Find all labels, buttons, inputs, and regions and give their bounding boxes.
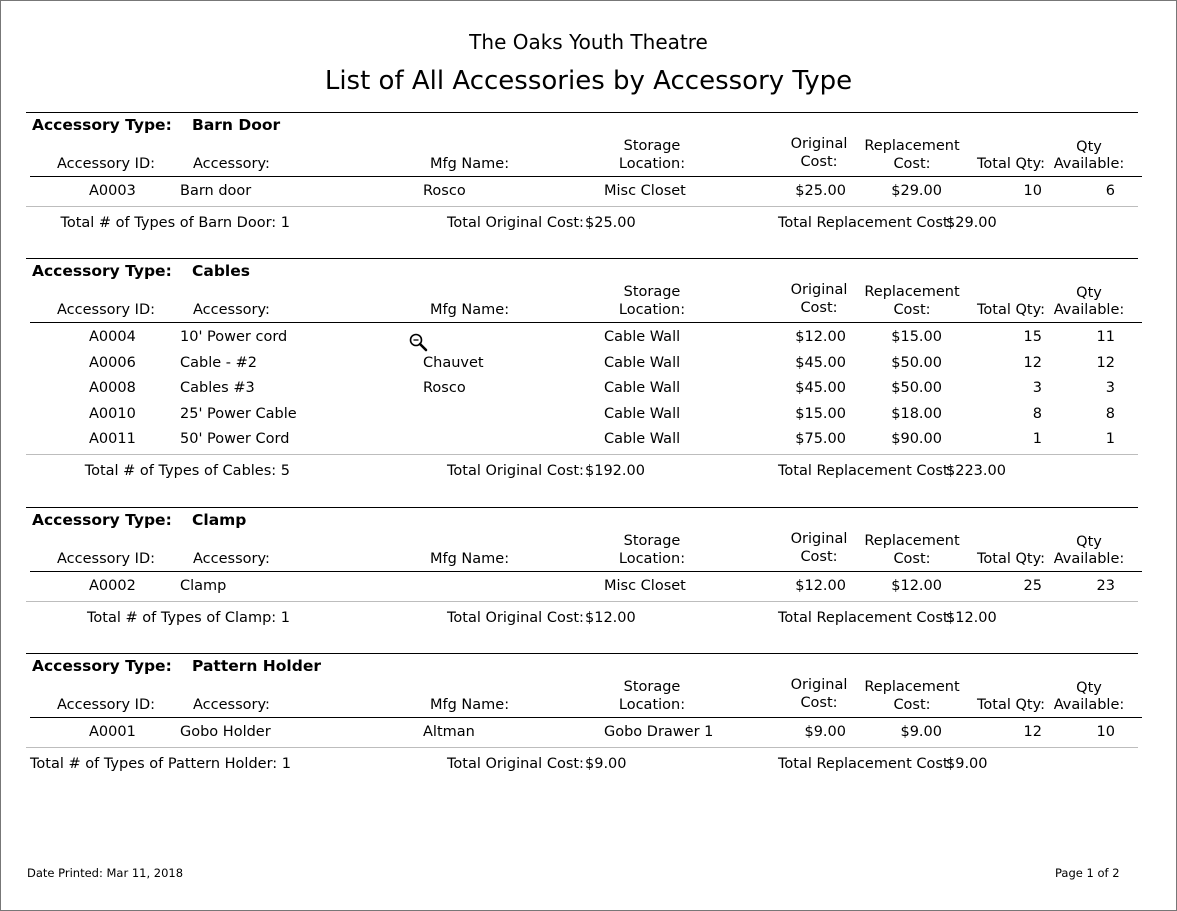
- header-qty-available-line2: Available:: [1053, 302, 1125, 318]
- accessory-name-cell: 50' Power Cord: [180, 431, 290, 448]
- group-type-count: Total # of Types of Cables: 5: [84, 463, 290, 480]
- total-original-cost-label: Total Original Cost:: [447, 215, 584, 231]
- header-original-cost-line2: Cost:: [800, 549, 838, 565]
- accessory-type-label: Accessory Type:: [32, 116, 172, 134]
- mfg-name-cell: Chauvet: [423, 354, 484, 371]
- total-qty-cell: 8: [1032, 405, 1042, 422]
- accessory-id-cell: A0003: [89, 183, 136, 199]
- storage-location-cell: Cable Wall: [604, 329, 681, 345]
- total-replacement-cost-label: Total Replacement Cost:: [778, 610, 954, 626]
- date-printed: Date Printed: Mar 11, 2018: [27, 866, 184, 880]
- header-accessory: Accessory:: [193, 302, 270, 318]
- qty-available-cell: 23: [1096, 578, 1115, 594]
- header-original-cost-line2: Cost:: [800, 154, 838, 170]
- storage-location-cell: Cable Wall: [604, 431, 681, 448]
- header-storage-line2: Location:: [618, 697, 686, 713]
- header-original-cost-line2: Cost:: [800, 300, 838, 316]
- storage-location-cell: Cable Wall: [604, 405, 681, 422]
- replacement-cost-cell: $50.00: [891, 354, 942, 371]
- zoom-magnifier-icon: [408, 332, 428, 352]
- header-qty-available-line1: Qty: [1076, 139, 1102, 155]
- total-original-cost-value: $192.00: [585, 463, 645, 480]
- group-divider: [26, 258, 1138, 259]
- header-replacement-cost-line2: Cost:: [893, 302, 931, 318]
- organization-name: The Oaks Youth Theatre: [469, 30, 708, 54]
- total-qty-cell: 15: [1023, 329, 1042, 345]
- header-total-qty: Total Qty:: [977, 697, 1045, 713]
- header-accessory-id: Accessory ID:: [57, 302, 155, 318]
- original-cost-cell: $45.00: [795, 354, 846, 371]
- total-original-cost-value: $25.00: [585, 215, 636, 231]
- replacement-cost-cell: $12.00: [891, 578, 942, 594]
- accessory-name-cell: Cables #3: [180, 380, 255, 397]
- accessory-type-label: Accessory Type:: [32, 262, 172, 280]
- mfg-name-cell: Rosco: [423, 183, 466, 199]
- header-replacement-cost-line1: Replacement: [864, 679, 960, 695]
- header-accessory: Accessory:: [193, 551, 270, 567]
- accessory-name-cell: Barn door: [180, 183, 252, 199]
- header-qty-available-line2: Available:: [1053, 551, 1125, 567]
- header-storage-line1: Storage: [623, 679, 681, 695]
- total-qty-cell: 10: [1023, 183, 1042, 199]
- accessory-id-cell: A0002: [89, 578, 136, 594]
- header-original-cost-line1: Original: [790, 136, 848, 152]
- header-replacement-cost-line2: Cost:: [893, 156, 931, 172]
- group-type-count: Total # of Types of Barn Door: 1: [60, 215, 290, 231]
- accessory-id-cell: A0008: [89, 380, 136, 397]
- header-original-cost-line1: Original: [790, 531, 848, 547]
- header-storage-line2: Location:: [618, 551, 686, 567]
- header-total-qty: Total Qty:: [977, 551, 1045, 567]
- title-divider: [26, 112, 1138, 113]
- qty-available-cell: 8: [1105, 405, 1115, 422]
- accessory-type-name: Pattern Holder: [192, 657, 321, 675]
- group-type-count: Total # of Types of Clamp: 1: [87, 610, 290, 626]
- replacement-cost-cell: $18.00: [891, 405, 942, 422]
- header-total-qty: Total Qty:: [977, 302, 1045, 318]
- total-original-cost-value: $12.00: [585, 610, 636, 626]
- qty-available-cell: 12: [1096, 354, 1115, 371]
- header-qty-available-line2: Available:: [1053, 156, 1125, 172]
- report-title: List of All Accessories by Accessory Type: [324, 66, 853, 96]
- header-qty-available-line2: Available:: [1053, 697, 1125, 713]
- replacement-cost-cell: $29.00: [891, 183, 942, 199]
- storage-location-cell: Cable Wall: [604, 354, 681, 371]
- accessory-id-cell: A0010: [89, 405, 136, 422]
- header-mfg-name: Mfg Name:: [430, 697, 510, 713]
- accessory-type-name: Clamp: [192, 511, 247, 529]
- header-accessory-id: Accessory ID:: [57, 156, 155, 172]
- storage-location-cell: Misc Closet: [604, 183, 686, 199]
- qty-available-cell: 11: [1096, 329, 1115, 345]
- group-divider: [26, 507, 1138, 508]
- accessory-name-cell: Clamp: [180, 578, 227, 594]
- qty-available-cell: 10: [1096, 724, 1115, 740]
- replacement-cost-cell: $9.00: [900, 724, 942, 740]
- original-cost-cell: $12.00: [795, 329, 846, 345]
- header-storage-line1: Storage: [623, 284, 681, 300]
- header-qty-available-line1: Qty: [1076, 680, 1102, 696]
- accessory-type-name: Barn Door: [192, 116, 281, 134]
- header-original-cost-line1: Original: [790, 677, 848, 693]
- header-storage-line2: Location:: [618, 302, 686, 318]
- total-replacement-cost-value: $29.00: [946, 215, 997, 231]
- mfg-name-cell: Altman: [423, 724, 475, 740]
- header-original-cost-line2: Cost:: [800, 695, 838, 711]
- header-underline: [30, 322, 1142, 323]
- group-divider: [26, 653, 1138, 654]
- accessory-type-name: Cables: [192, 262, 250, 280]
- group-type-count: Total # of Types of Pattern Holder: 1: [30, 756, 291, 772]
- original-cost-cell: $15.00: [795, 405, 846, 422]
- group-summary-divider: [26, 454, 1138, 455]
- original-cost-cell: $45.00: [795, 380, 846, 397]
- header-qty-available-line1: Qty: [1076, 534, 1102, 550]
- header-underline: [30, 176, 1142, 177]
- original-cost-cell: $25.00: [795, 183, 846, 199]
- accessory-id-cell: A0011: [89, 431, 136, 448]
- group-summary-divider: [26, 601, 1138, 602]
- accessory-id-cell: A0001: [89, 724, 136, 740]
- header-qty-available-line1: Qty: [1076, 285, 1102, 301]
- header-total-qty: Total Qty:: [977, 156, 1045, 172]
- original-cost-cell: $9.00: [804, 724, 846, 740]
- storage-location-cell: Misc Closet: [604, 578, 686, 594]
- total-replacement-cost-value: $12.00: [946, 610, 997, 626]
- qty-available-cell: 6: [1105, 183, 1115, 199]
- total-original-cost-label: Total Original Cost:: [447, 756, 584, 772]
- accessory-name-cell: Cable - #2: [180, 354, 257, 371]
- accessory-name-cell: 10' Power cord: [180, 329, 288, 345]
- accessory-type-label: Accessory Type:: [32, 511, 172, 529]
- total-original-cost-label: Total Original Cost:: [447, 610, 584, 626]
- replacement-cost-cell: $15.00: [891, 329, 942, 345]
- total-replacement-cost-value: $223.00: [946, 463, 1006, 480]
- total-qty-cell: 1: [1032, 431, 1042, 448]
- total-qty-cell: 3: [1032, 380, 1042, 397]
- total-original-cost-value: $9.00: [585, 756, 627, 772]
- mfg-name-cell: Rosco: [423, 380, 466, 397]
- total-replacement-cost-label: Total Replacement Cost:: [778, 215, 954, 231]
- header-replacement-cost-line1: Replacement: [864, 533, 960, 549]
- original-cost-cell: $12.00: [795, 578, 846, 594]
- header-storage-line1: Storage: [623, 138, 681, 154]
- header-underline: [30, 571, 1142, 572]
- storage-location-cell: Cable Wall: [604, 380, 681, 397]
- header-original-cost-line1: Original: [790, 282, 848, 298]
- header-accessory: Accessory:: [193, 156, 270, 172]
- header-accessory-id: Accessory ID:: [57, 551, 155, 567]
- accessory-name-cell: Gobo Holder: [180, 724, 271, 740]
- replacement-cost-cell: $90.00: [891, 431, 942, 448]
- accessory-type-label: Accessory Type:: [32, 657, 172, 675]
- header-underline: [30, 717, 1142, 718]
- header-storage-line2: Location:: [618, 156, 686, 172]
- total-qty-cell: 25: [1023, 578, 1042, 594]
- qty-available-cell: 3: [1105, 380, 1115, 397]
- accessory-id-cell: A0004: [89, 329, 136, 345]
- storage-location-cell: Gobo Drawer 1: [604, 724, 714, 740]
- original-cost-cell: $75.00: [795, 431, 846, 448]
- replacement-cost-cell: $50.00: [891, 380, 942, 397]
- header-mfg-name: Mfg Name:: [430, 551, 510, 567]
- group-summary-divider: [26, 747, 1138, 748]
- total-original-cost-label: Total Original Cost:: [447, 463, 584, 480]
- total-replacement-cost-label: Total Replacement Cost:: [778, 756, 954, 772]
- accessory-name-cell: 25' Power Cable: [180, 405, 297, 422]
- header-mfg-name: Mfg Name:: [430, 156, 510, 172]
- header-storage-line1: Storage: [623, 533, 681, 549]
- total-qty-cell: 12: [1023, 354, 1042, 371]
- total-qty-cell: 12: [1023, 724, 1042, 740]
- total-replacement-cost-value: $9.00: [946, 756, 988, 772]
- group-summary-divider: [26, 206, 1138, 207]
- header-accessory: Accessory:: [193, 697, 270, 713]
- total-replacement-cost-label: Total Replacement Cost:: [778, 463, 954, 480]
- header-replacement-cost-line1: Replacement: [864, 284, 960, 300]
- page-number: Page 1 of 2: [1055, 866, 1120, 880]
- header-replacement-cost-line1: Replacement: [864, 138, 960, 154]
- header-replacement-cost-line2: Cost:: [893, 551, 931, 567]
- qty-available-cell: 1: [1105, 431, 1115, 448]
- header-replacement-cost-line2: Cost:: [893, 697, 931, 713]
- header-mfg-name: Mfg Name:: [430, 302, 510, 318]
- accessory-id-cell: A0006: [89, 354, 136, 371]
- header-accessory-id: Accessory ID:: [57, 697, 155, 713]
